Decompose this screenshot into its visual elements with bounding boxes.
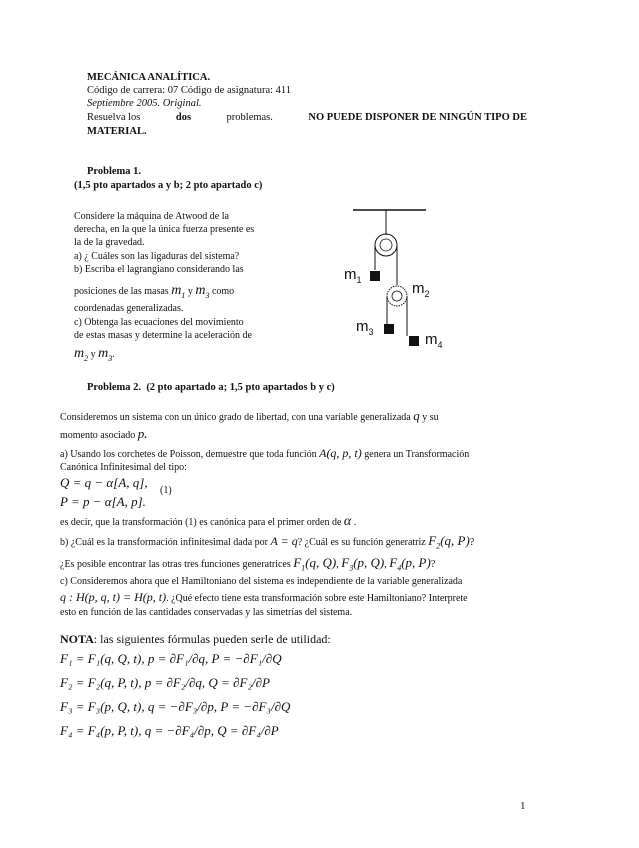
problem1-line-2: derecha, en la que la única fuerza presente es [74, 224, 255, 235]
b2-f4-base: F [389, 555, 398, 570]
figure-label-m3-sub: 3 [368, 327, 374, 337]
intro1-end: y su [422, 412, 439, 423]
note-text: : las siguientes fórmulas pueden serle de utilidad: [93, 632, 331, 646]
problem2-b2: ¿Es posible encontrar las otras tres funciones generatrices $F_1(q$, Q), $F_3(p$, Q), $F_4(p$, P)? [60, 555, 436, 573]
c3-m3 [98, 346, 112, 361]
problem2-a2: Canónica Infinitesimal del tipo: [60, 462, 187, 473]
figure-label-m2-sub: 2 [424, 289, 430, 299]
figure-label-m1 [344, 266, 362, 285]
b2-end: ? [430, 559, 436, 570]
figure-label-m2-base: m [412, 280, 425, 297]
c3-y: y [90, 349, 96, 360]
b1-func [428, 533, 470, 551]
instructions-bold: NO PUEDE DISPONER DE NINGÚN TIPO DE [308, 112, 527, 123]
upper-pulley [375, 234, 397, 256]
figure-label-m3-base: m [356, 318, 369, 335]
problem2-c3: esto en función de las cantidades conservadas y las simetrías del sistema. [60, 607, 353, 618]
problem2-a3 [60, 514, 356, 530]
equation-label: (1) [160, 485, 172, 496]
problem1-line-coords: coordenadas generalizadas. [74, 303, 184, 314]
figure-label-m2 [412, 280, 430, 299]
problem2-title [87, 382, 335, 393]
problem2-a1 [60, 446, 469, 461]
positions-y: y [187, 286, 193, 297]
b2-f1-sub: 1 [301, 563, 306, 573]
exam-session: Septiembre 2005. Original. [87, 98, 202, 109]
problem2-c1: c) Consideremos ahora que el Hamiltoniano del sistema es independiente de la variable generalizada [60, 576, 463, 587]
a1-end: genera un Transformación [364, 449, 470, 460]
problem1-line-3: la de la gravedad. [74, 237, 145, 248]
positions-m3-base: m [195, 283, 206, 298]
c3-m2-sub: 2 [84, 353, 89, 363]
b2-text: ¿Es posible encontrar las otras tres funciones generatrices [60, 559, 291, 570]
instructions-mid: problemas. [226, 112, 273, 123]
a3-var: α [343, 514, 352, 529]
c3-end: . [112, 349, 115, 360]
b1-text: b) ¿Cuál es la transformación infinitesimal dada por [60, 537, 268, 548]
figure-label-m4-base: m [425, 331, 438, 348]
intro1-var: q [413, 408, 420, 423]
problem1-heading: Problema 1. [87, 166, 142, 177]
equation-Q: Q = q − α[A, q], [60, 475, 148, 490]
problem1-line-1: Considere la máquina de Atwood de la [74, 211, 229, 222]
note-heading [60, 632, 331, 647]
c2-eq: q : H(p, q, t) = H(p, t) [60, 590, 167, 604]
problem1-line-4: a) ¿ Cuáles son las ligaduras del sistema? [74, 251, 240, 262]
figure-label-m1-base: m [344, 266, 357, 283]
c3-m2-base: m [74, 346, 85, 361]
b2-f4 [389, 555, 431, 573]
problem1-line-c1: c) Obtenga las ecuaciones del movimiento [74, 317, 244, 328]
b2-f3-sub: 3 [349, 563, 354, 573]
problem1-line-5: b) Escriba el lagrangiano considerando las [74, 264, 244, 275]
equation-P: P = p − α[A, p]. [60, 494, 146, 509]
c3-m3-sub: 3 [108, 353, 113, 363]
lower-pulley [387, 286, 407, 306]
mass-m1 [370, 271, 380, 281]
c3-m2 [74, 346, 88, 361]
lower-pulley-inner [392, 291, 402, 301]
a1-func: A(q, p, t) [319, 446, 362, 460]
b1-func-sub: 2 [436, 541, 441, 551]
page-number: 1 [520, 800, 526, 812]
exam-title: MECÁNICA ANALÍTICA. [87, 72, 211, 83]
b2-f4-args: (p, P) [401, 555, 431, 570]
problem2-intro-2 [60, 426, 147, 442]
intro2-end: . [144, 430, 147, 441]
a1-text: a) Usando los corchetes de Poisson, demuestre que toda función [60, 449, 317, 460]
problem1-line-c3 [74, 346, 115, 363]
b2-f3 [341, 555, 385, 573]
atwood-machine-figure [320, 200, 470, 360]
positions-post: como [211, 286, 235, 297]
figure-label-m1-sub: 1 [356, 275, 362, 285]
figure-label-m4 [425, 331, 443, 350]
instructions-dos: dos [175, 112, 192, 123]
instructions-pre: Resuelva los [87, 112, 141, 123]
problem2-intro-1 [60, 408, 439, 424]
positions-m1-base: m [171, 283, 182, 298]
note-formula-f4: F₄ = F₄(p, P, t), q = −∂F₄/∂p, Q = ∂F₄/∂P [60, 723, 279, 738]
positions-pre: posiciones de las masas [74, 286, 169, 297]
problem2-c2 [60, 590, 468, 605]
exam-codes: Código de carrera: 07 Código de asignatura: 411 [87, 85, 292, 96]
problem1-line-c2: de estas masas y determine la aceleración de [74, 330, 252, 341]
b1-eq: A = q [270, 534, 298, 548]
mass-m4 [409, 336, 419, 346]
a3-text: es decir, que la transformación (1) es canónica para el primer orden de [60, 517, 342, 528]
problem2-points: (2 pto apartado a; 1,5 pto apartados b y c) [146, 382, 335, 393]
b2-f1-base: F [293, 555, 302, 570]
problem1-line-positions [74, 283, 234, 300]
positions-m3-sub: 3 [205, 290, 210, 300]
intro2-text: momento asociado [60, 430, 136, 441]
problem2-b1 [60, 533, 474, 551]
b2-f4-sub: 4 [397, 563, 402, 573]
b2-f3-args: (p, Q) [353, 555, 385, 570]
b1-end: ? [469, 537, 475, 548]
a3-end: . [353, 517, 357, 528]
b1-mid: ? ¿Cuál es su función generatriz [297, 537, 426, 548]
b2-f1-args: (q, Q) [305, 555, 337, 570]
figure-label-m3 [356, 318, 374, 337]
b2-f1 [293, 555, 337, 573]
b1-func-args: (q, P) [440, 533, 470, 548]
problem1-points: (1,5 pto apartados a y b; 2 pto apartado c) [74, 180, 263, 191]
problem2-heading: Problema 2. [87, 382, 142, 393]
note-formula-f1: F₁ = F₁(q, Q, t), p = ∂F₁/∂q, P = −∂F₁/∂Q [60, 651, 282, 666]
mass-m3 [384, 324, 394, 334]
c2-text: . ¿Qué efecto tiene esta transformación sobre este Hamiltoniano? Interprete [166, 593, 468, 604]
intro2-var: p [137, 426, 145, 441]
note-formula-f3: F₃ = F₃(p, Q, t), q = −∂F₃/∂p, P = −∂F₃/∂Q [60, 699, 291, 714]
instructions-bold-2: MATERIAL. [87, 126, 147, 137]
upper-pulley-inner [380, 239, 392, 251]
note-formula-f2: F₂ = F₂(q, P, t), p = ∂F₂/∂q, Q = ∂F₂/∂P [60, 675, 270, 690]
figure-label-m4-sub: 4 [437, 340, 443, 350]
intro1-text: Consideremos un sistema con un único grado de libertad, con una variable generalizada [60, 412, 411, 423]
positions-m1-sub: 1 [181, 290, 186, 300]
positions-m3 [195, 283, 209, 298]
b1-func-base: F [428, 533, 437, 548]
b2-f3-base: F [341, 555, 350, 570]
positions-m1 [171, 283, 185, 298]
c3-m3-base: m [98, 346, 109, 361]
exam-instructions [87, 112, 527, 123]
note-label: NOTA [60, 632, 94, 646]
